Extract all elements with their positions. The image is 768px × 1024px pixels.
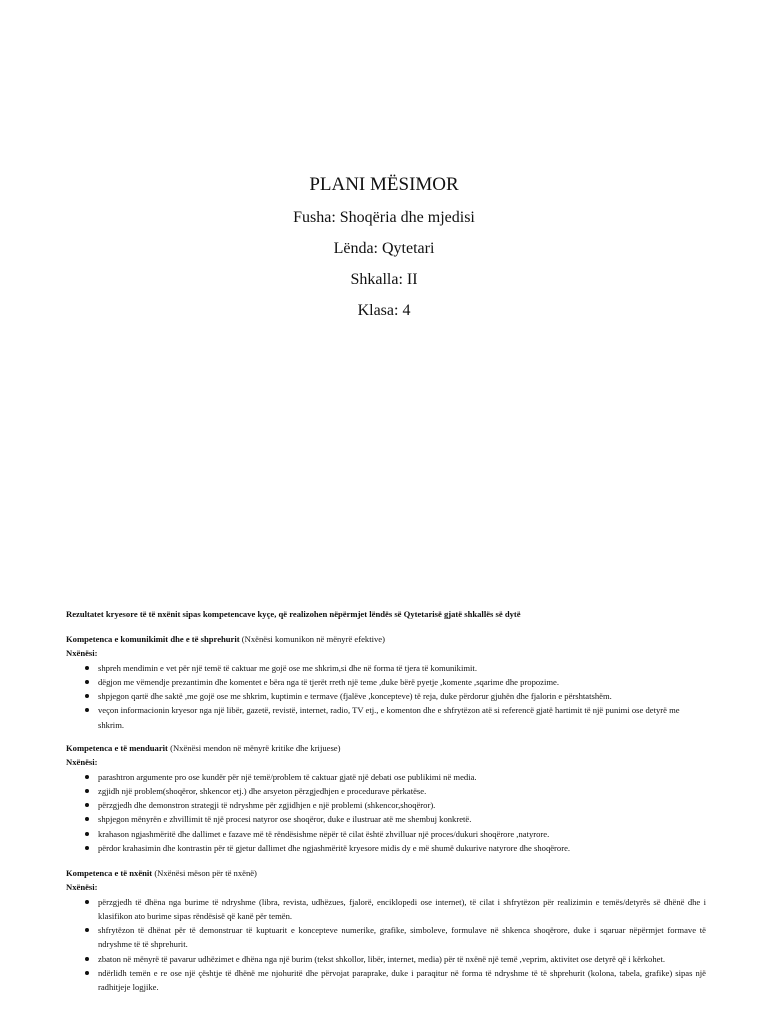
section-heading bbox=[66, 741, 706, 755]
bullet-icon bbox=[85, 846, 89, 850]
level-line: Shkalla: II bbox=[350, 271, 418, 288]
list-item: parashtron argumente pro ose kundër për një temë/problem të caktuar gjatë një debati ose publikimi në media. bbox=[66, 770, 706, 784]
section-note: (Nxënësi mendon në mënyrë kritike dhe krijuese) bbox=[170, 743, 341, 753]
bullet-icon bbox=[85, 971, 89, 975]
list-item: përdor krahasimin dhe kontrastin për të gjetur dallimet dhe ngjashmëritë kryesore midis dy e më shumë dukurive natyrore dhe shoqërore. bbox=[66, 841, 706, 855]
document-title: PLANI MËSIMOR bbox=[309, 174, 459, 195]
bullet-icon bbox=[85, 928, 89, 932]
list-item: ndërlidh temën e re ose një çështje të dhënë me njohuritë dhe përvojat paraprake, duke i paraqitur në forma të ndryshme të të shprehurit (kolona, tabela, grafike) sipas një radhitjeje logjike. bbox=[66, 966, 706, 995]
section-thinking bbox=[66, 741, 706, 855]
list-item: zgjidh një problem(shoqëror, shkencor etj.) dhe arsyeton përzgjedhjen e procedurave përkatëse. bbox=[66, 784, 706, 798]
bullet-icon bbox=[85, 708, 89, 712]
bullet-icon bbox=[85, 900, 89, 904]
bullet-icon bbox=[85, 957, 89, 961]
list-item: përzgjedh dhe demonstron strategji të ndryshme për zgjidhjen e një problemi (shkencor,shoqëror). bbox=[66, 798, 706, 812]
bullet-icon bbox=[85, 680, 89, 684]
section-label: Nxënësi: bbox=[66, 648, 98, 659]
bullet-icon bbox=[85, 775, 89, 779]
section-title: Kompetenca e komunikimit dhe e të shprehurit bbox=[66, 634, 240, 644]
section-heading bbox=[66, 866, 706, 880]
bullet-icon bbox=[85, 666, 89, 670]
list-item: përzgjedh të dhëna nga burime të ndryshme (libra, revista, udhëzues, fjalorë, enciklopedi ose internet), të cilat i shfrytëzon për realizimin e temës/detyrës së dhënë dhe i klasifikon ato burime sipas rëndësisë që kanë për temën. bbox=[66, 895, 706, 924]
list-item: zbaton në mënyrë të pavarur udhëzimet e dhëna nga një burim (tekst shkollor, libër, internet, media) për të nxënë një temë ,veprim, aktivitet ose detyrë që i kërkohet. bbox=[66, 952, 706, 966]
section-label: Nxënësi: bbox=[66, 757, 98, 768]
bullet-icon bbox=[85, 803, 89, 807]
section-title: Kompetenca e të menduarit bbox=[66, 743, 168, 753]
bullet-list bbox=[66, 770, 706, 856]
section-communication bbox=[66, 632, 706, 732]
section-label: Nxënësi: bbox=[66, 882, 98, 893]
bullet-icon bbox=[85, 817, 89, 821]
section-note: (Nxënësi mëson për të nxënë) bbox=[154, 868, 257, 878]
field-line: Fusha: Shoqëria dhe mjedisi bbox=[293, 209, 475, 226]
bullet-icon bbox=[85, 832, 89, 836]
bullet-icon bbox=[85, 694, 89, 698]
list-item: shpjegon qartë dhe saktë ,me gojë ose me shkrim, kuptimin e termave (fjalëve ,koncepteve) të reja, duke përdorur gjuhën dhe fjalorin e përshtatshëm. bbox=[66, 689, 706, 703]
list-item: shpjegon mënyrën e zhvillimit të një procesi natyror ose shoqëror, duke e ilustruar atë me shembuj konkretë. bbox=[66, 812, 706, 826]
list-item: shpreh mendimin e vet për një temë të caktuar me gojë ose me shkrim,si dhe në forma të tjera të komunikimit. bbox=[66, 661, 706, 675]
section-title: Kompetenca e të nxënit bbox=[66, 868, 153, 878]
intro-heading: Rezultatet kryesore të të nxënit sipas kompetencave kyçe, që realizohen nëpërmjet lëndës së Qytetarisë gjatë shkallës së dytë bbox=[66, 609, 521, 619]
grade-line: Klasa: 4 bbox=[357, 302, 411, 319]
section-note: (Nxënësi komunikon në mënyrë efektive) bbox=[241, 634, 385, 644]
subject-line: Lënda: Qytetari bbox=[333, 240, 435, 257]
list-item: shfrytëzon të dhënat për të demonstruar të kuptuarit e koncepteve numerike, grafike, simboleve, formulave në shkenca shoqërore, duke i sqaruar nëpërmjet formave të ndryshme të të shprehurit. bbox=[66, 923, 706, 952]
list-item: dëgjon me vëmendje prezantimin dhe komentet e bëra nga të tjerët rreth një teme ,duke bërë pyetje ,komente ,sqarime dhe propozime. bbox=[66, 675, 706, 689]
section-heading bbox=[66, 632, 706, 646]
bullet-icon bbox=[85, 789, 89, 793]
bullet-list bbox=[66, 661, 706, 732]
list-item: krahason ngjashmëritë dhe dallimet e fazave më të rëndësishme nëpër të cilat është zhvilluar një proces/dukuri shoqërore ,natyrore. bbox=[66, 827, 706, 841]
section-learning bbox=[66, 866, 706, 995]
list-item: veçon informacionin kryesor nga një libër, gazetë, revistë, internet, radio, TV etj., e komenton dhe e shfrytëzon atë si referencë gjatë hartimit të një punimi ose detyrë me shkrim. bbox=[66, 703, 706, 732]
bullet-list bbox=[66, 895, 706, 995]
